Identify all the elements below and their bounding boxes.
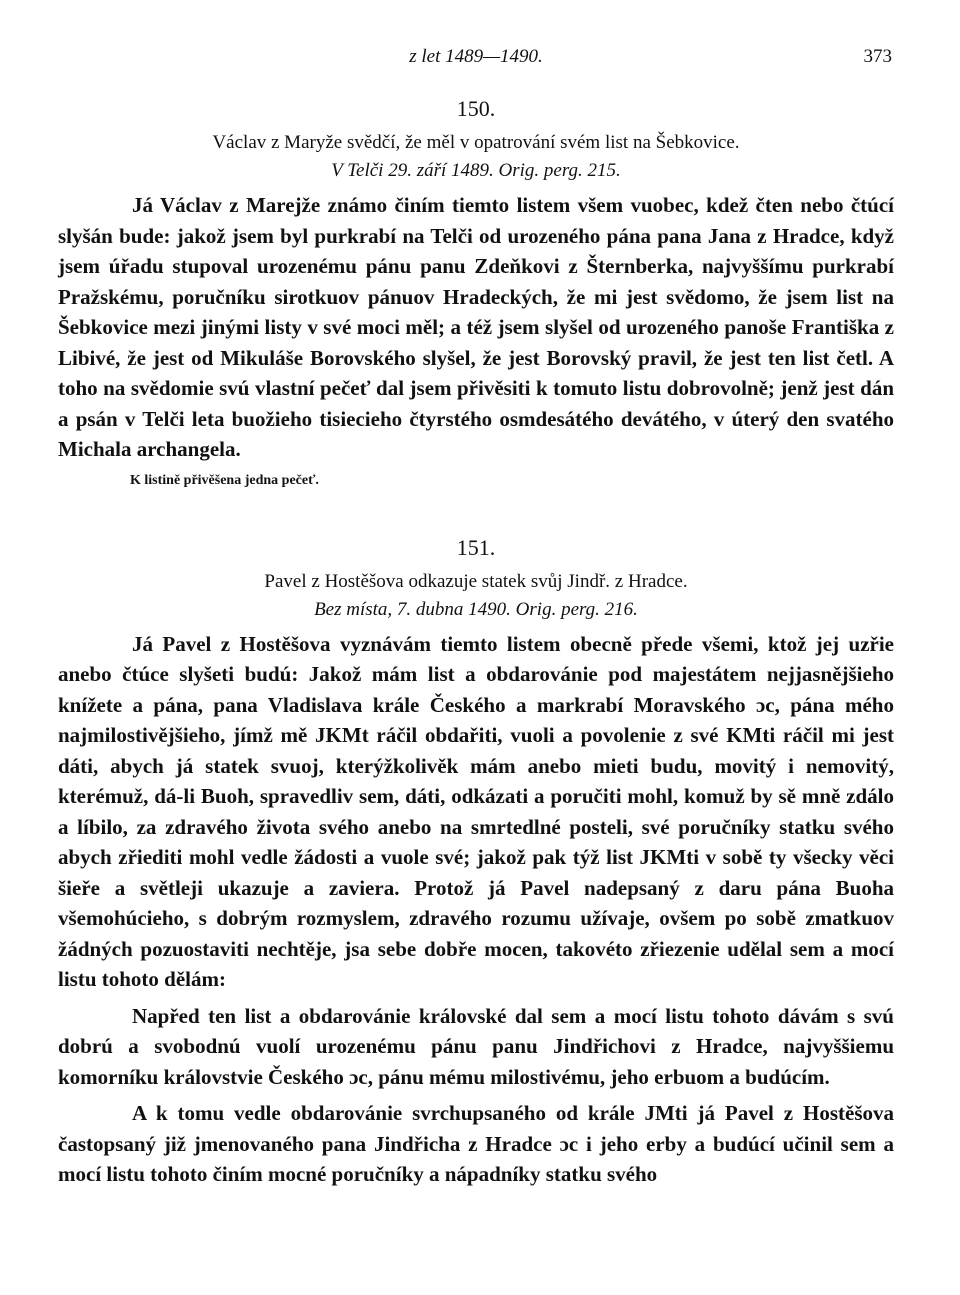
document-source: V Telči 29. září 1489. Orig. perg. 215. xyxy=(331,160,621,181)
document-number: 150. xyxy=(456,96,496,121)
document-entry xyxy=(58,96,894,489)
page-number: 373 xyxy=(863,46,892,67)
document-paragraph: Já Václav z Marejže známo činím tiemto listem všem vuobec, kdež čten nebo čtúcí slyšán bude: jakož jsem byl purkrabí na Telči od urozeného pána pana Jana z Hradce, když jsem úřadu stupoval urozenému pánu panu Zdeňkovi z Šternberka, najvyššímu purkrabí Pražskému, poručníku sirotkuov pánuov Hradeckých, že mi jest svědomo, že jsem list na Šebkovice mezi jinými listy v své moci měl; a též jsem slyšel od urozeného panoše Františka z Libivé, že jest od Mikuláše Borovského slyšel, že jest Borovský pravil, že jest ten list četl. A toho na svědomie svú vlastní pečeť dal jsem přivěsiti k tomuto listu dobrovolně; jenž jest dán a psán v Telči leta buožieho tisiecieho čtyrstého osmdesátého devátého, v úterý den svatého Michala archangela. xyxy=(58,193,894,461)
document-summary: Pavel z Hostěšova odkazuje statek svůj Jindř. z Hradce. xyxy=(264,570,688,592)
document-paragraph: Já Pavel z Hostěšova vyznávám tiemto listem obecně přede všemi, ktož jej uzřie anebo čtúce slyšeti budú: Jakož mám list a obdarovánie pod majestátem nejjasnějšieho knížete a pána, pana Vladislava krále Českého a markrabí Moravského ɔc, pána mého najmilostivějšieho, jímž mě JKMt ráčil obdařiti, vuoli a povolenie z své KMti ráčil mi jest dáti, abych já statek svuoj, kterýžkolivěk mám anebo mieti budu, movitý i nemovitý, kterémuž, dá-li Buoh, spravedliv sem, dáti, odkázati a poručiti mohl, komuž by sě mně zdálo a líbilo, za zdravého života svého anebo na smrtedlné posteli, své poručníky statku svého abych zřiediti mohl vedle žádosti a vuole své; jakož pak týž list JKMti v sobě ty všecky věci šieře a světleji ukazuje a zaviera. Protož já Pavel nadepsaný z daru pána Buoha všemohúcieho, s dobrým rozmyslem, zdravého rozumu užívaje, ovšem po sobě zmatkuov žádných pozuostaviti nechtěje, jsa sebe dobře mocen, takovéto zřiezenie udělal sem a mocí listu tohoto dělám: xyxy=(58,631,894,991)
running-header xyxy=(58,40,894,72)
document-entry xyxy=(58,535,894,1190)
section-divider xyxy=(58,489,894,511)
document-source: Bez místa, 7. dubna 1490. Orig. perg. 216. xyxy=(314,598,638,620)
document-note: K listině přivěšena jedna pečeť. xyxy=(130,472,319,488)
running-title: z let 1489—1490. xyxy=(409,46,543,67)
document-paragraph: A k tomu vedle obdarovánie svrchupsaného od krále JMti já Pavel z Hostěšova častopsaný již jmenovaného pana Jindřicha z Hradce ɔc i jeho erby a budúcí učinil sem a mocí listu tohoto činím mocné poručníky a nápadníky statku svého xyxy=(58,1101,894,1186)
document-page xyxy=(58,40,894,1190)
document-summary: Václav z Maryže svědčí, že měl v opatrování svém list na Šebkovice. xyxy=(212,132,740,153)
document-paragraph: Napřed ten list a obdarovánie královské dal sem a mocí listu tohoto dávám s svú dobrú a svobodnú vuolí urozenému pánu panu Jindřichovi z Hradce, najvyššiemu komorníku královstvie Českého ɔc, pánu mému milostivému, jeho erbuom a budúcím. xyxy=(58,1003,894,1089)
document-number: 151. xyxy=(456,534,496,560)
